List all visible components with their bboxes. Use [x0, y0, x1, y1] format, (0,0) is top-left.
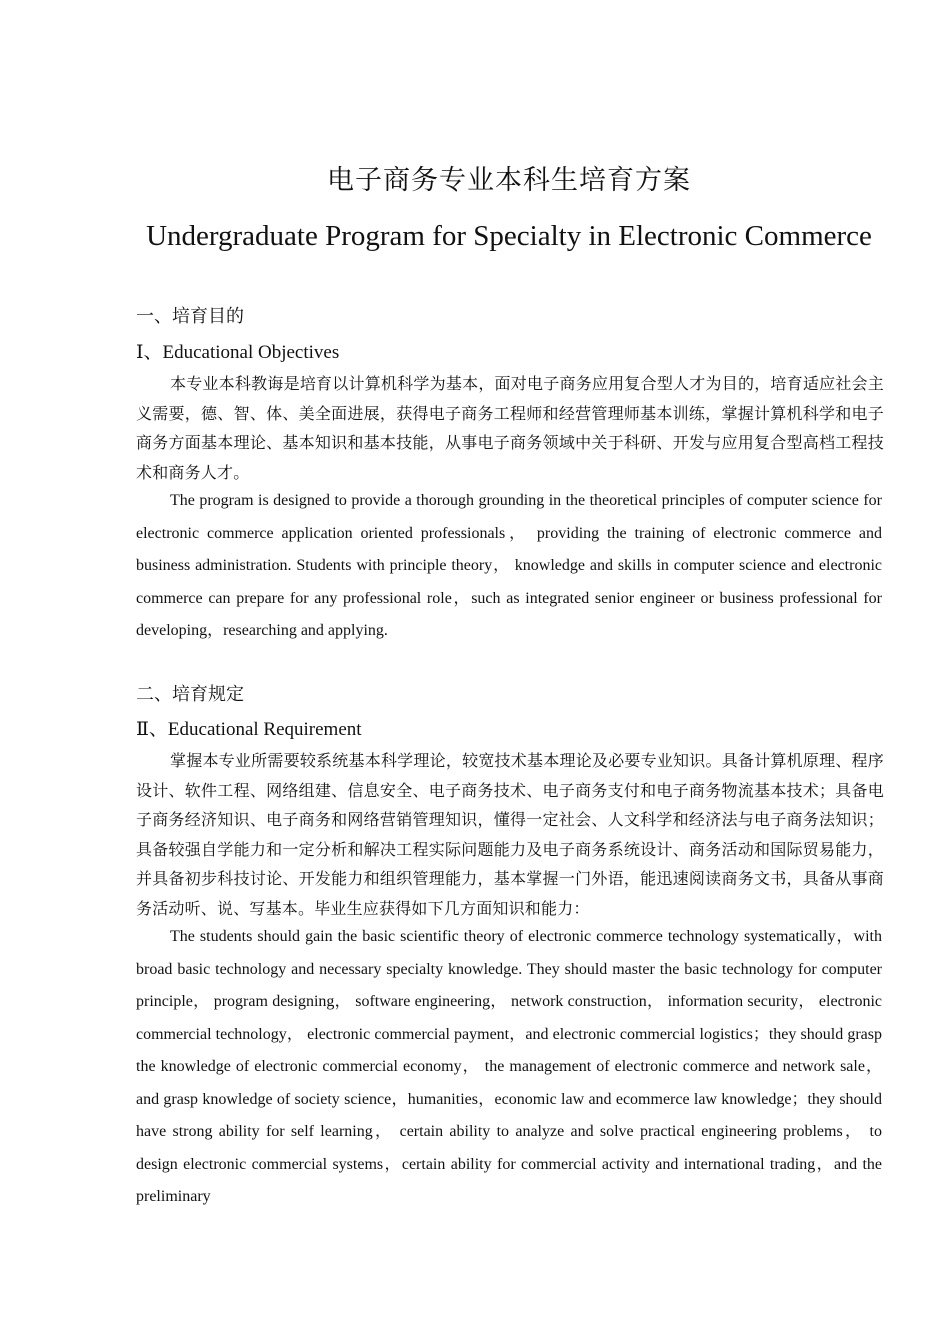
section2-paragraph-cn: 掌握本专业所需要较系统基本科学理论，较宽技术基本理论及必要专业知识。具备计算机原理、程序设计、软件工程、网络组建、信息安全、电子商务技术、电子商务支付和电子商务物流基本技术；具备电子商务经济知识、电子商务和网络营销管理知识，懂得一定社会、人文科学和经济法与电子商务法知识；具备较强自学能力和一定分析和解决工程实际问题能力及电子商务系统设计、商务活动和国际贸易能力，并具备初步科技讨论、开发能力和组织管理能力，基本掌握一门外语，能迅速阅读商务文书，具备从事商务活动听、说、写基本。毕业生应获得如下几方面知识和能力：	[136, 751, 884, 918]
section1-heading-cn: 一、培育目的	[136, 306, 244, 327]
section2-heading-en: Ⅱ、Educational Requirement	[136, 719, 362, 740]
section2-heading-cn: 二、培育规定	[136, 684, 244, 705]
section1-heading-en: Ⅰ、Educational Objectives	[136, 342, 340, 363]
page-title-en: Undergraduate Program for Specialty in Electronic Commerce	[146, 220, 872, 252]
section1-paragraph-en: The program is designed to provide a thorough grounding in the theoretical principles of computer science for electronic commerce application oriented professionals， providing the training of electronic commerce and business administration. Students with principle theory， knowledge and skills in computer science and electronic commerce can prepare for any professional role，such as integrated senior engineer or business professional for developing，researching and applying.	[136, 492, 882, 639]
section1-paragraph-cn: 本专业本科教诲是培育以计算机科学为基本，面对电子商务应用复合型人才为目的，培育适应社会主义需要，德、智、体、美全面进展，获得电子商务工程师和经营管理师基本训练，掌握计算机科学和电子商务方面基本理论、基本知识和基本技能，从事电子商务领域中关于科研、开发与应用复合型高档工程技术和商务人才。	[136, 374, 884, 482]
section2-paragraph-en: The students should gain the basic scientific theory of electronic commerce technology systematically，with broad basic technology and necessary specialty knowledge. They should master the basic technology for computer principle， program designing， software engineering， network construction， information security， electronic commercial technology， electronic commercial payment，and electronic commercial logistics；they should grasp the knowledge of electronic commercial economy， the management of electronic commerce and network sale， and grasp knowledge of society science，humanities，economic law and ecommerce law knowledge；they should have strong ability for self learning， certain ability to analyze and solve practical engineering problems， to design electronic commercial systems，certain ability for commercial activity and international trading，and the preliminary	[136, 928, 882, 1205]
page-title-cn: 电子商务专业本科生培育方案	[327, 165, 691, 196]
